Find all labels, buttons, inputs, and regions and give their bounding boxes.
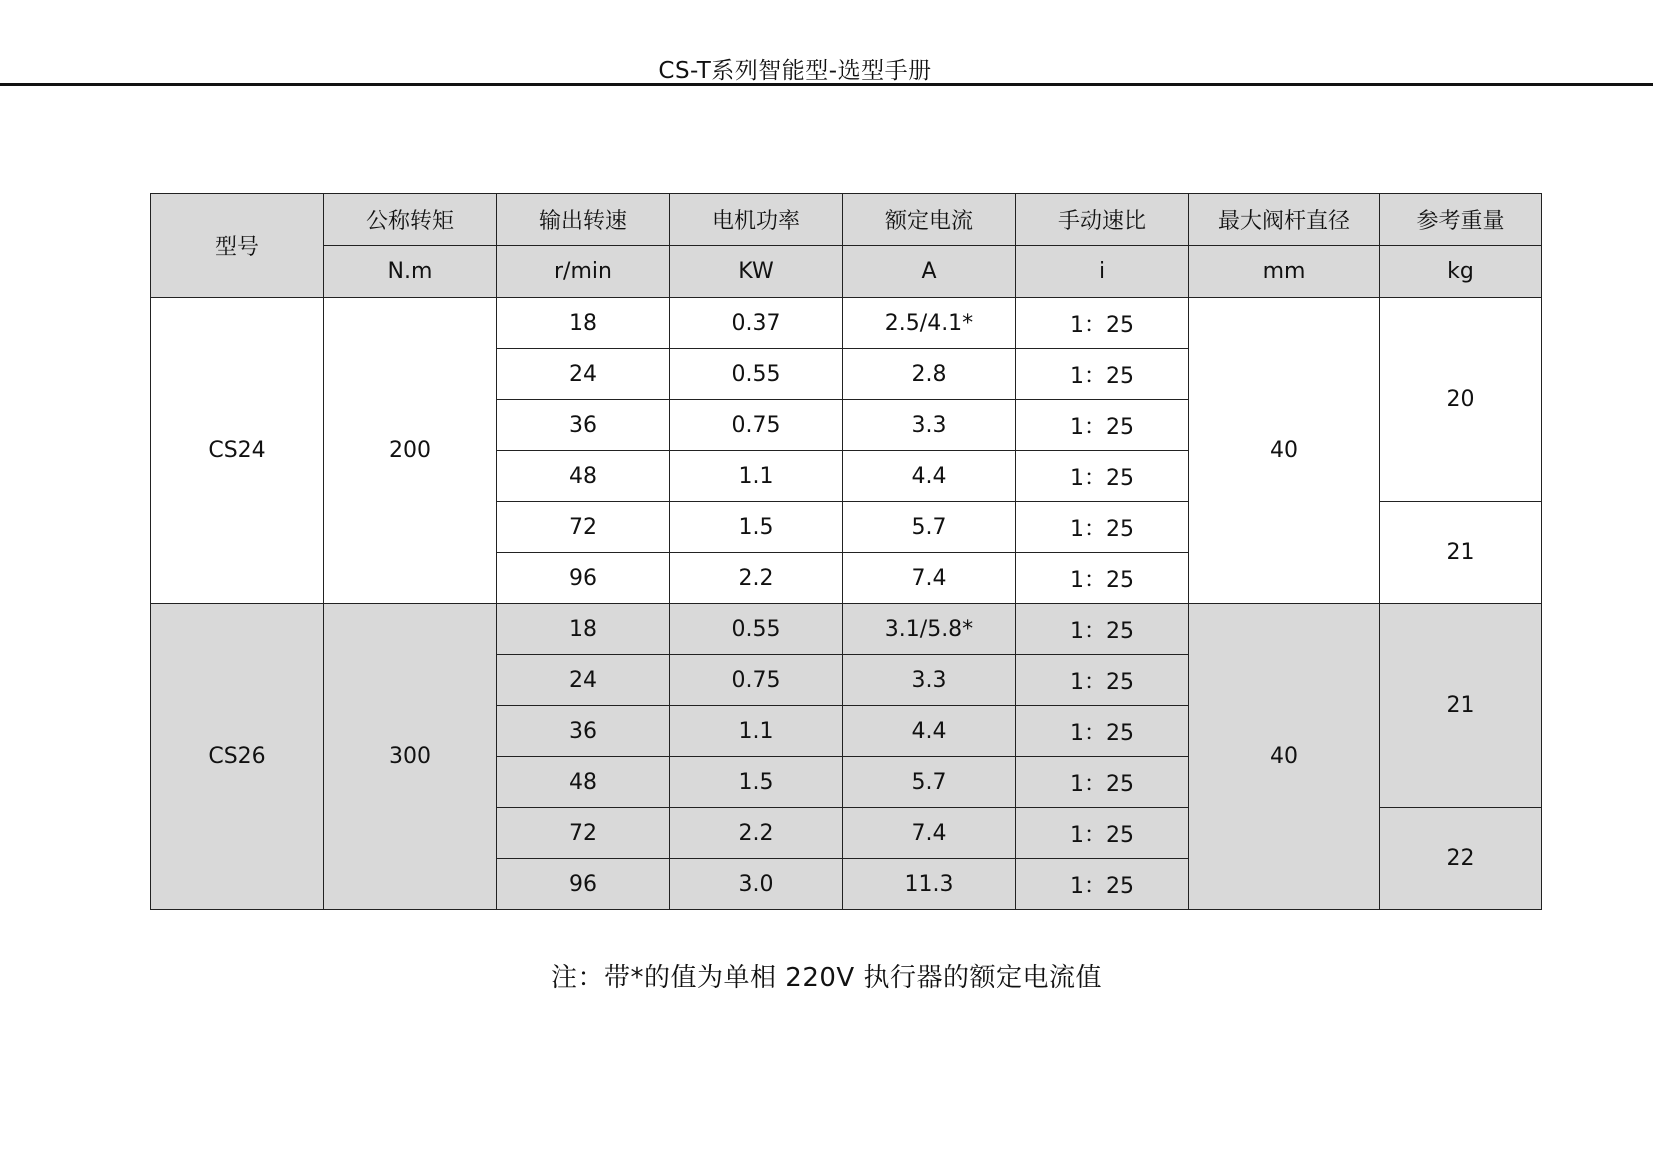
cell-weight: 20 bbox=[1380, 298, 1542, 502]
cell-ratio: 1：25 bbox=[1016, 655, 1189, 706]
unit-weight: kg bbox=[1380, 246, 1542, 298]
cell-ratio: 1：25 bbox=[1016, 859, 1189, 910]
cell-ratio: 1：25 bbox=[1016, 553, 1189, 604]
cell-ratio: 1：25 bbox=[1016, 706, 1189, 757]
cell-speed: 48 bbox=[497, 757, 670, 808]
header-ratio: 手动速比 bbox=[1016, 194, 1189, 246]
page-header bbox=[0, 50, 1653, 86]
cell-speed: 36 bbox=[497, 706, 670, 757]
cell-weight: 21 bbox=[1380, 502, 1542, 604]
table-row bbox=[151, 604, 1542, 655]
cell-power: 0.55 bbox=[670, 604, 843, 655]
document-title: CS-T系列智能型-选型手册 bbox=[658, 58, 932, 84]
cell-weight: 21 bbox=[1380, 604, 1542, 808]
cell-torque: 300 bbox=[324, 604, 497, 910]
unit-power: KW bbox=[670, 246, 843, 298]
cell-current: 4.4 bbox=[843, 451, 1016, 502]
header-current: 额定电流 bbox=[843, 194, 1016, 246]
unit-ratio: i bbox=[1016, 246, 1189, 298]
cell-ratio: 1：25 bbox=[1016, 604, 1189, 655]
cell-current: 2.8 bbox=[843, 349, 1016, 400]
cell-power: 3.0 bbox=[670, 859, 843, 910]
cell-power: 1.1 bbox=[670, 451, 843, 502]
cell-current: 2.5/4.1* bbox=[843, 298, 1016, 349]
header-power: 电机功率 bbox=[670, 194, 843, 246]
cell-power: 1.1 bbox=[670, 706, 843, 757]
spec-table bbox=[150, 193, 1542, 910]
cell-current: 3.3 bbox=[843, 400, 1016, 451]
group-cs24 bbox=[151, 298, 1542, 604]
cell-current: 5.7 bbox=[843, 757, 1016, 808]
cell-power: 0.37 bbox=[670, 298, 843, 349]
cell-speed: 96 bbox=[497, 553, 670, 604]
cell-ratio: 1：25 bbox=[1016, 349, 1189, 400]
header-stem-diameter: 最大阀杆直径 bbox=[1189, 194, 1380, 246]
cell-ratio: 1：25 bbox=[1016, 502, 1189, 553]
cell-stem-diameter: 40 bbox=[1189, 604, 1380, 910]
cell-ratio: 1：25 bbox=[1016, 757, 1189, 808]
cell-torque: 200 bbox=[324, 298, 497, 604]
cell-speed: 24 bbox=[497, 655, 670, 706]
cell-power: 0.55 bbox=[670, 349, 843, 400]
cell-current: 7.4 bbox=[843, 808, 1016, 859]
cell-power: 1.5 bbox=[670, 757, 843, 808]
cell-weight: 22 bbox=[1380, 808, 1542, 910]
cell-ratio: 1：25 bbox=[1016, 298, 1189, 349]
cell-ratio: 1：25 bbox=[1016, 400, 1189, 451]
cell-power: 1.5 bbox=[670, 502, 843, 553]
cell-power: 0.75 bbox=[670, 400, 843, 451]
cell-speed: 24 bbox=[497, 349, 670, 400]
header-weight: 参考重量 bbox=[1380, 194, 1542, 246]
cell-current: 3.3 bbox=[843, 655, 1016, 706]
cell-ratio: 1：25 bbox=[1016, 451, 1189, 502]
cell-speed: 18 bbox=[497, 604, 670, 655]
unit-current: A bbox=[843, 246, 1016, 298]
header-model: 型号 bbox=[151, 194, 324, 298]
cell-power: 0.75 bbox=[670, 655, 843, 706]
cell-ratio: 1：25 bbox=[1016, 808, 1189, 859]
cell-model: CS24 bbox=[151, 298, 324, 604]
unit-stem-diameter: mm bbox=[1189, 246, 1380, 298]
unit-torque: N.m bbox=[324, 246, 497, 298]
cell-current: 7.4 bbox=[843, 553, 1016, 604]
cell-current: 11.3 bbox=[843, 859, 1016, 910]
cell-current: 4.4 bbox=[843, 706, 1016, 757]
cell-power: 2.2 bbox=[670, 553, 843, 604]
group-cs26 bbox=[151, 604, 1542, 910]
table-row bbox=[151, 298, 1542, 349]
cell-speed: 72 bbox=[497, 502, 670, 553]
cell-speed: 36 bbox=[497, 400, 670, 451]
cell-speed: 18 bbox=[497, 298, 670, 349]
unit-speed: r/min bbox=[497, 246, 670, 298]
cell-speed: 72 bbox=[497, 808, 670, 859]
cell-speed: 96 bbox=[497, 859, 670, 910]
cell-power: 2.2 bbox=[670, 808, 843, 859]
footnote: 注：带*的值为单相 220V 执行器的额定电流值 bbox=[551, 963, 1102, 993]
header-speed: 输出转速 bbox=[497, 194, 670, 246]
cell-speed: 48 bbox=[497, 451, 670, 502]
cell-stem-diameter: 40 bbox=[1189, 298, 1380, 604]
cell-current: 5.7 bbox=[843, 502, 1016, 553]
cell-model: CS26 bbox=[151, 604, 324, 910]
header-torque: 公称转矩 bbox=[324, 194, 497, 246]
cell-current: 3.1/5.8* bbox=[843, 604, 1016, 655]
